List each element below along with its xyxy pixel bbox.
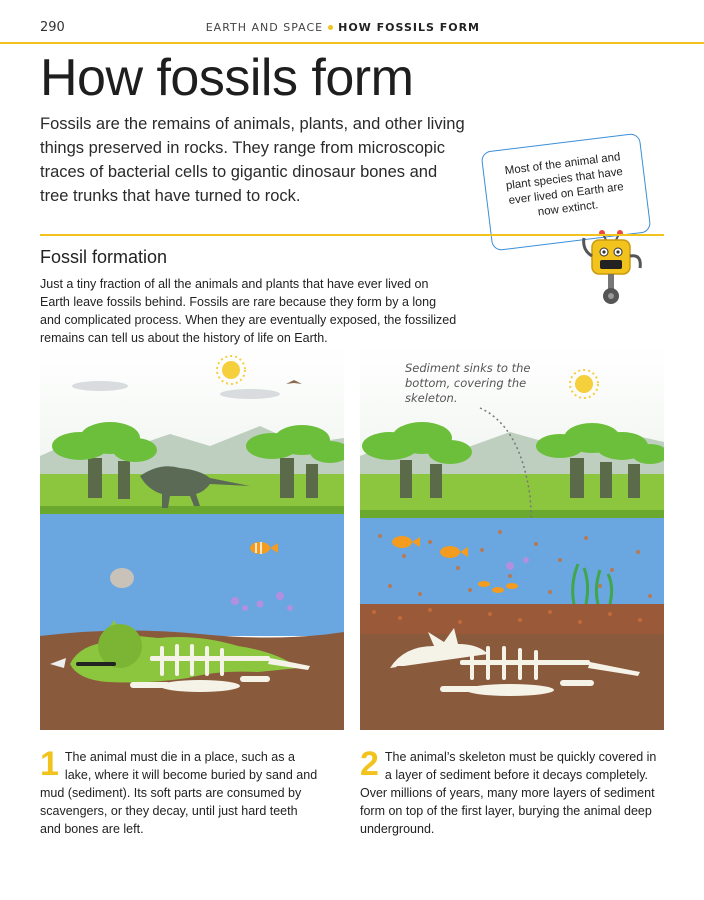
sediment-annotation: Sediment sinks to the bottom, covering the skeleton.: [405, 361, 531, 405]
breadcrumb-section: EARTH AND SPACE: [205, 21, 324, 34]
page-title: How fossils form: [40, 49, 414, 107]
section-paragraph: Just a tiny fraction of all the animals and plants that have ever lived on Earth leave fossils behind. Fossils are rare because they form by a long and complicated process. When they are eventually exposed, the fossilized remains can tell us about the history of life on Earth.: [40, 277, 457, 345]
step-1: [40, 745, 320, 838]
step-1-text: The animal must die in a place, such as a lake, where it will become buried by sand and mud (sediment). Its soft parts are consumed by scavengers, or they decay, until just hard teeth and bones are left.: [40, 750, 318, 836]
section-divider: [40, 234, 664, 236]
illustration-stage-1: [40, 346, 344, 730]
page-header: [0, 0, 704, 38]
page-number: 290: [40, 20, 65, 35]
breadcrumb-topic: HOW FOSSILS FORM: [338, 21, 480, 34]
step-2-text: The animal’s skeleton must be quickly covered in a layer of sediment before it decays completely. Over millions of years, many more layers of sediment form on top of the first layer, burying the animal deep underground.: [360, 750, 657, 836]
fact-callout: Most of the animal and plant species that have ever lived on Earth are now extinct.: [481, 133, 652, 252]
section-heading: Fossil formation: [40, 247, 168, 267]
step-1-number: 1: [40, 745, 59, 783]
robot-mascot-icon: [580, 230, 650, 310]
breadcrumb-separator-icon: [328, 25, 333, 30]
breadcrumb: [206, 21, 480, 34]
step-2-number: 2: [360, 745, 379, 783]
header-divider: [0, 42, 704, 44]
intro-paragraph: Fossils are the remains of animals, plants, and other living things preserved in rocks. They range from microscopic traces of bacterial cells to gigantic dinosaur bones and tree trunks that have turned to rock.: [40, 115, 465, 205]
step-2: [360, 745, 664, 838]
